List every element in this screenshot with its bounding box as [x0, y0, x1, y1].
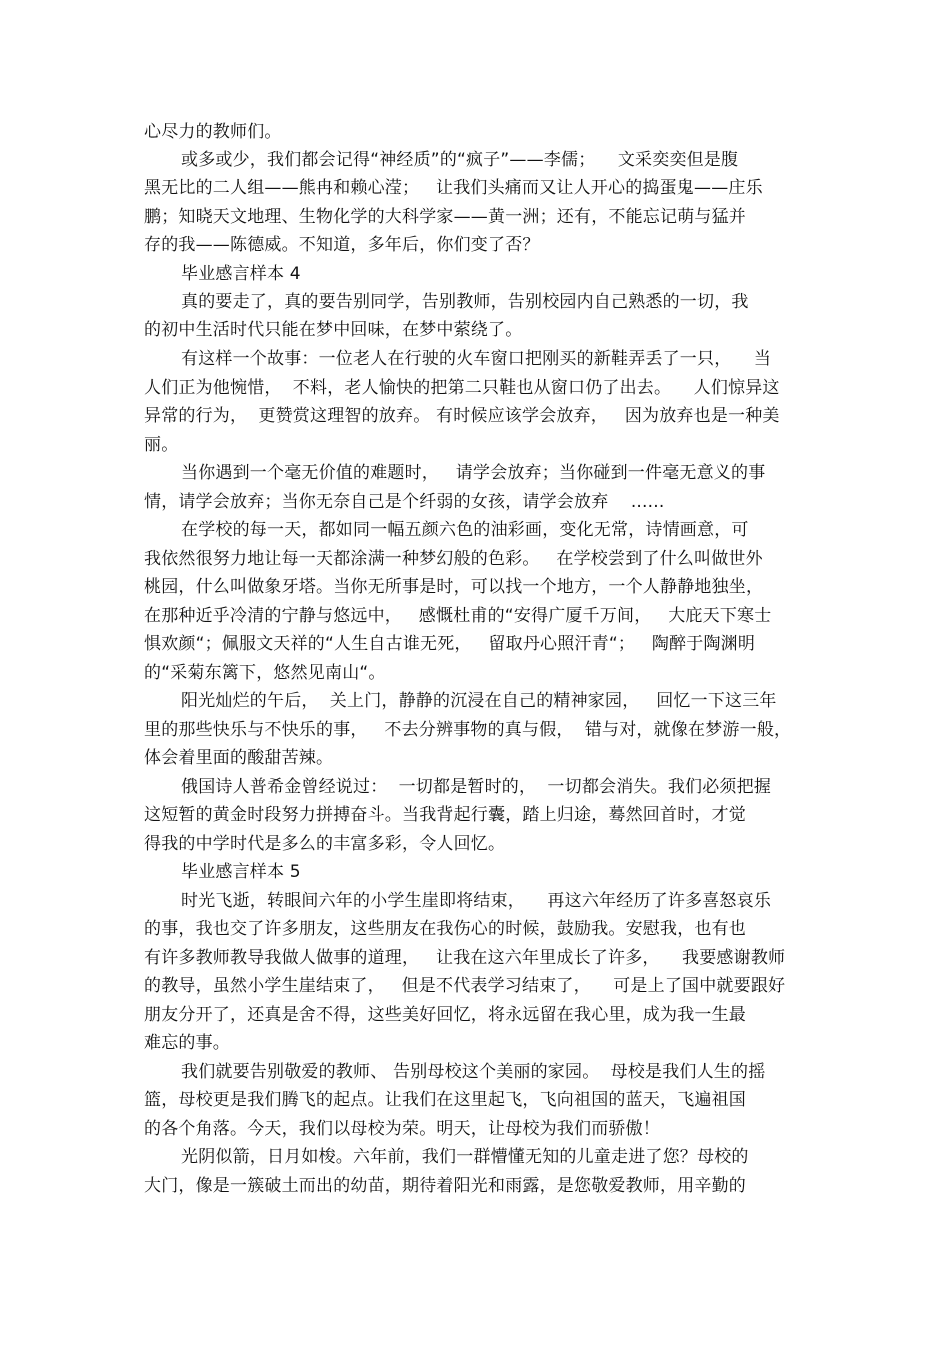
text-line: 或多或少，我们都会记得“神经质”的“疯子”——李儒； 文采奕奕但是腹 — [181, 150, 739, 170]
text-line: 的教导，虽然小学生崖结束了， 但是不代表学习结束了， 可是上了国中就要跟好 — [144, 976, 786, 996]
text-line: 人们正为他惋惜， 不料，老人愉快的把第二只鞋也从窗口仍了出去。 人们惊异这 — [144, 378, 780, 398]
text-line: 的各个角落。今天，我们以母校为荣。明天，让母校为我们而骄傲！ — [144, 1119, 660, 1139]
text-line: 我们就要告别敬爱的教师、 告别母校这个美丽的家园。 母校是我们人生的摇 — [181, 1062, 766, 1082]
text-line: 阳光灿烂的午后， 关上门，静静的沉浸在自己的精神家园， 回忆一下这三年 — [181, 691, 777, 711]
text-line: 里的那些快乐与不快乐的事， 不去分辨事物的真与假， 错与对，就像在梦游一般， — [144, 720, 792, 740]
section-heading: 毕业感言样本 5 — [181, 862, 301, 882]
text-line: 时光飞逝，转眼间六年的小学生崖即将结束， 再这六年经历了许多喜怒哀乐 — [181, 891, 772, 911]
text-line: 有这样一个故事：一位老人在行驶的火车窗口把刚买的新鞋弄丢了一只， 当 — [181, 349, 772, 369]
text-line: 得我的中学时代是多么的丰富多彩，令人回忆。 — [144, 834, 506, 854]
text-line: 有许多教师教导我做人做事的道理， 让我在这六年里成长了许多， 我要感谢教师 — [144, 948, 786, 968]
text-line: 存的我——陈德威。不知道，多年后，你们变了否？ — [144, 235, 540, 255]
text-line: 这短暂的黄金时段努力拼搏奋斗。当我背起行囊，踏上归途，蓦然回首时，才觉 — [144, 805, 746, 825]
text-line: 我依然很努力地让每一天都涂满一种梦幻般的色彩。 在学校尝到了什么叫做世外 — [144, 549, 763, 569]
text-line: 当你遇到一个毫无价值的难题时， 请学会放弃；当你碰到一件毫无意义的事 — [181, 463, 766, 483]
text-line: 在学校的每一天，都如同一幅五颜六色的油彩画，变化无常，诗情画意，可 — [181, 520, 749, 540]
text-line: 光阴似箭，日月如梭。六年前，我们一群懵懂无知的儿童走进了您？母校的 — [181, 1147, 749, 1167]
text-line: 真的要走了，真的要告别同学，告别教师，告别校园内自己熟悉的一切，我 — [181, 292, 749, 312]
text-line: 惧欢颜“；佩服文天祥的“人生自古谁无死， 留取丹心照汗青“； 陶醉于陶渊明 — [144, 634, 756, 654]
text-line: 难忘的事。 — [144, 1033, 230, 1053]
text-line: 在那种近乎冷清的宁静与悠远中， 感慨杜甫的“安得广厦千万间， 大庇天下寒士 — [144, 606, 772, 626]
text-line: 异常的行为， 更赞赏这理智的放弃。 有时候应该学会放弃， 因为放弃也是一种美 — [144, 406, 780, 426]
text-line: 桃园，什么叫做象牙塔。当你无所事是时，可以找一个地方，一个人静静地独坐， — [144, 577, 764, 597]
text-line: 情，请学会放弃；当你无奈自己是个纤弱的女孩，请学会放弃 ...... — [144, 492, 665, 512]
text-line: 鹏；知晓天文地理、生物化学的大科学家——黄一洲；还有，不能忘记萌与猛并 — [144, 207, 746, 227]
text-line: 体会着里面的酸甜苦辣。 — [144, 748, 334, 768]
text-line: 丽。 — [144, 435, 179, 455]
text-line: 的“采菊东篱下，悠然见南山“。 — [144, 663, 386, 683]
text-line: 的初中生活时代只能在梦中回味，在梦中萦绕了。 — [144, 320, 523, 340]
section-heading: 毕业感言样本 4 — [181, 264, 301, 284]
text-line: 朋友分开了，还真是舍不得，这些美好回忆，将永远留在我心里，成为我一生最 — [144, 1005, 746, 1025]
text-line: 篮，母校更是我们腾飞的起点。让我们在这里起飞，飞向祖国的蓝天，飞遍祖国 — [144, 1090, 746, 1110]
text-line: 黑无比的二人组——熊冉和赖心滢； 让我们头痛而又让人开心的捣蛋鬼——庄乐 — [144, 178, 763, 198]
text-line: 心尽力的教师们。 — [144, 122, 282, 142]
text-line: 大门，像是一簇破土而出的幼苗，期待着阳光和雨露，是您敬爱教师，用辛勤的 — [144, 1176, 746, 1196]
text-line: 俄国诗人普希金曾经说过： 一切都是暂时的， 一切都会消失。我们必须把握 — [181, 777, 772, 797]
text-line: 的事，我也交了许多朋友，这些朋友在我伤心的时候，鼓励我。安慰我，也有也 — [144, 919, 746, 939]
